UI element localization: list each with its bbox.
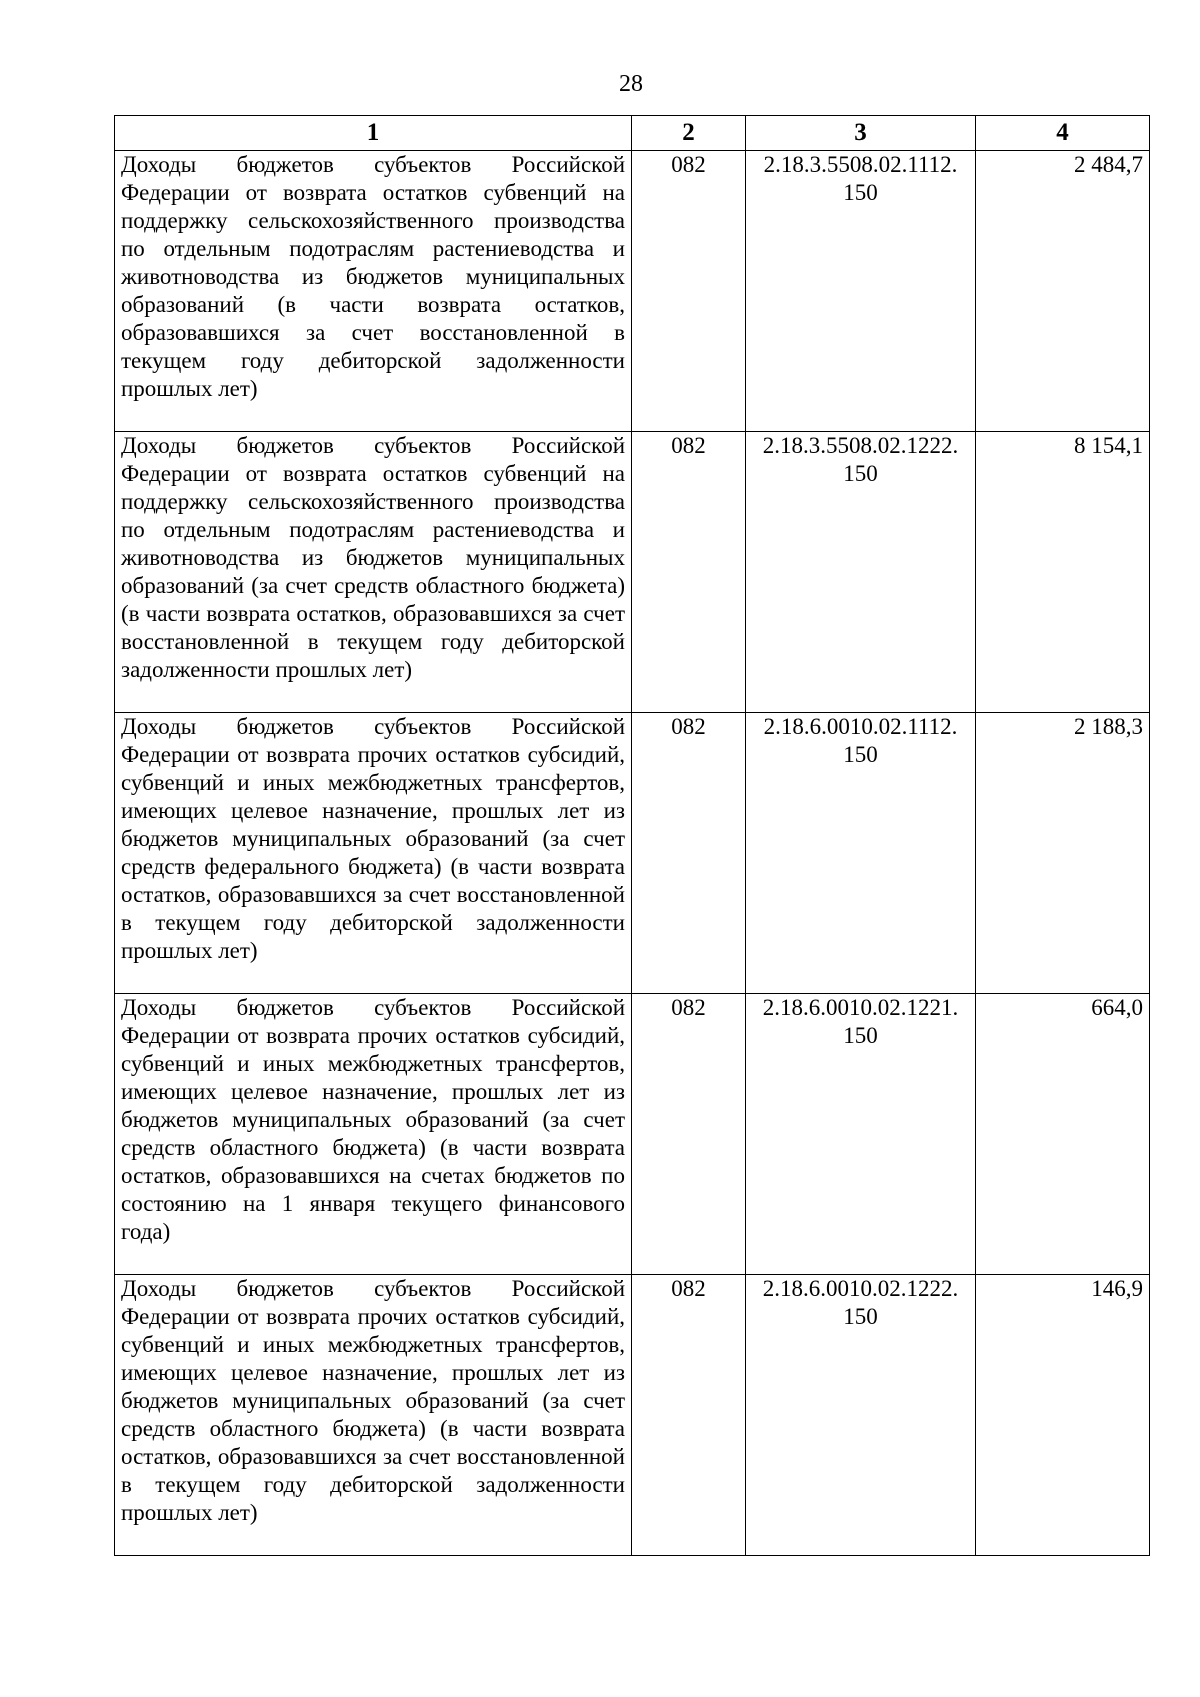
admin-code: 082 [632, 151, 746, 432]
code-line-2: 150 [843, 461, 878, 486]
table-row [115, 994, 1150, 1275]
table-row [115, 1275, 1150, 1556]
column-header-2: 2 [632, 116, 746, 151]
column-header-1: 1 [115, 116, 632, 151]
code-line-1: 2.18.6.0010.02.1221. [762, 995, 959, 1020]
table-row [115, 713, 1150, 994]
revenue-description: Доходы бюджетов субъектов Российской Федерации от возврата прочих остатков субсидий, субвенций и иных межбюджетных трансфертов, имеющих целевое назначение, прошлых лет из бюджетов муниципальных образований (за счет средств областного бюджета) (в части возврата остатков, образовавшихся за счет восстановленной в текущем году дебиторской задолженности прошлых лет) [115, 1275, 632, 1556]
revenue-description: Доходы бюджетов субъектов Российской Федерации от возврата остатков субвенций на поддержку сельскохозяйственного производства по отдельным подотраслям растениеводства и животноводства из бюджетов муниципальных образований (за счет средств областного бюджета) (в части возврата остатков, образовавшихся за счет восстановленной в текущем году дебиторской задолженности прошлых лет) [115, 432, 632, 713]
page-number: 28 [619, 71, 643, 97]
budget-revenue-table [114, 115, 1150, 1556]
amount: 664,0 [976, 994, 1150, 1275]
code-line-1: 2.18.6.0010.02.1112. [763, 714, 958, 739]
budget-classification-code [746, 432, 976, 713]
column-header-3: 3 [746, 116, 976, 151]
revenue-description: Доходы бюджетов субъектов Российской Федерации от возврата остатков субвенций на поддержку сельскохозяйственного производства по отдельным подотраслям растениеводства и животноводства из бюджетов муниципальных образований (в части возврата остатков, образовавшихся за счет восстановленной в текущем году дебиторской задолженности прошлых лет) [115, 151, 632, 432]
code-line-2: 150 [843, 742, 878, 767]
admin-code: 082 [632, 432, 746, 713]
admin-code: 082 [632, 1275, 746, 1556]
budget-classification-code [746, 713, 976, 994]
amount: 146,9 [976, 1275, 1150, 1556]
code-line-2: 150 [843, 180, 878, 205]
amount: 2 484,7 [976, 151, 1150, 432]
admin-code: 082 [632, 713, 746, 994]
budget-classification-code [746, 151, 976, 432]
table-header-row [115, 116, 1150, 151]
code-line-1: 2.18.3.5508.02.1112. [763, 152, 958, 177]
table-row [115, 151, 1150, 432]
table-row [115, 432, 1150, 713]
revenue-description: Доходы бюджетов субъектов Российской Федерации от возврата прочих остатков субсидий, субвенций и иных межбюджетных трансфертов, имеющих целевое назначение, прошлых лет из бюджетов муниципальных образований (за счет средств федерального бюджета) (в части возврата остатков, образовавшихся за счет восстановленной в текущем году дебиторской задолженности прошлых лет) [115, 713, 632, 994]
budget-classification-code [746, 1275, 976, 1556]
code-line-1: 2.18.6.0010.02.1222. [762, 1276, 959, 1301]
admin-code: 082 [632, 994, 746, 1275]
amount: 8 154,1 [976, 432, 1150, 713]
code-line-2: 150 [843, 1023, 878, 1048]
column-header-4: 4 [976, 116, 1150, 151]
budget-classification-code [746, 994, 976, 1275]
revenue-description: Доходы бюджетов субъектов Российской Федерации от возврата прочих остатков субсидий, субвенций и иных межбюджетных трансфертов, имеющих целевое назначение, прошлых лет из бюджетов муниципальных образований (за счет средств областного бюджета) (в части возврата остатков, образовавшихся на счетах бюджетов по состоянию на 1 января текущего финансового года) [115, 994, 632, 1275]
code-line-1: 2.18.3.5508.02.1222. [762, 433, 959, 458]
amount: 2 188,3 [976, 713, 1150, 994]
code-line-2: 150 [843, 1304, 878, 1329]
